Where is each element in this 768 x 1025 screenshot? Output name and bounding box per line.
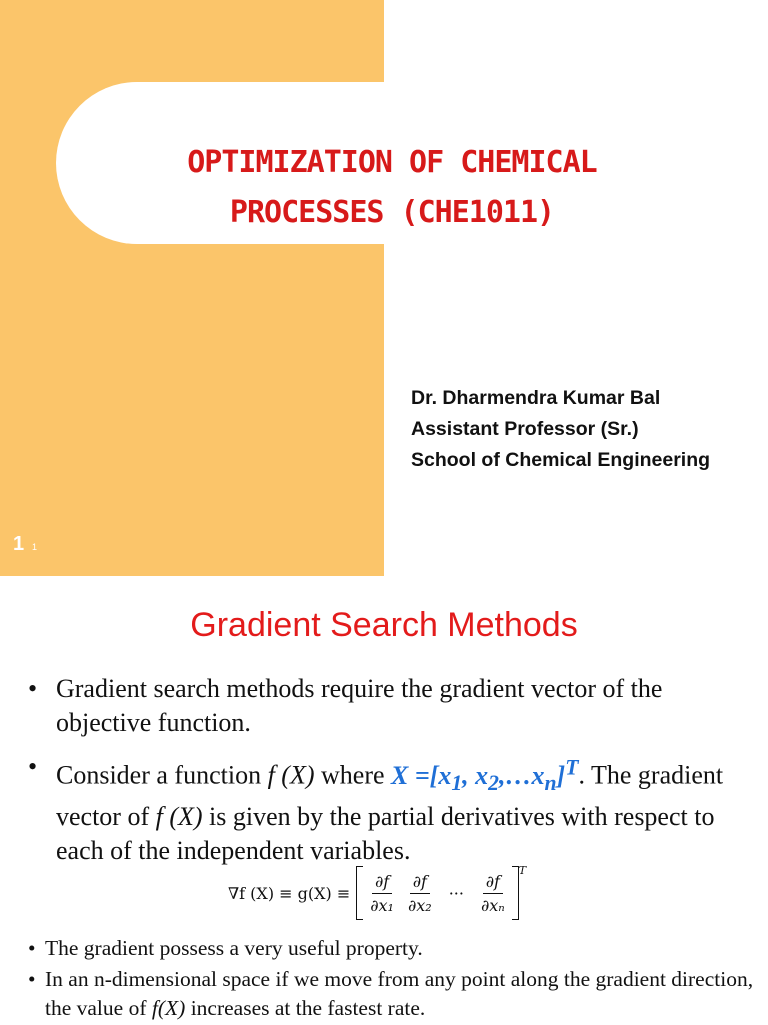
bullet-item xyxy=(28,750,758,868)
left-bracket xyxy=(356,866,363,920)
function-symbol: f (X) xyxy=(267,760,315,790)
bullet-icon: • xyxy=(28,936,36,960)
slide-number-small: 1 xyxy=(32,542,38,552)
author-school: School of Chemical Engineering xyxy=(411,449,711,471)
bullet-item xyxy=(28,934,758,963)
author-name: Dr. Dharmendra Kumar Bal xyxy=(411,387,661,409)
slide-title: Gradient Search Methods xyxy=(190,606,578,644)
transpose-superscript: T xyxy=(518,864,527,877)
vector-definition: $X =[x_1$, $x_2,\dots x_n]^T$ xyxy=(391,755,579,795)
right-bracket xyxy=(512,866,519,920)
fraction-numerator: ∂f xyxy=(372,872,392,894)
bullet-text: Consider a function xyxy=(56,760,268,790)
bullet-text: increases at the fastest rate. xyxy=(185,996,426,1020)
bullet-icon: • xyxy=(28,674,38,703)
function-symbol: f(X) xyxy=(151,996,186,1020)
bullet-text: is given by the partial derivatives with respect to each of the independent variables. xyxy=(56,801,715,865)
bullet-text: . The gradient vector of xyxy=(56,760,724,831)
course-title xyxy=(72,138,712,238)
fraction-numerator: ∂f xyxy=(410,872,430,894)
author-position: Assistant Professor (Sr.) xyxy=(411,418,639,440)
function-symbol: f (X) xyxy=(155,801,203,831)
partial-fraction xyxy=(408,872,432,915)
fraction-denominator: ∂xₙ xyxy=(480,895,505,915)
bullet-item xyxy=(28,965,758,1023)
bullet-icon: • xyxy=(28,967,36,991)
bullet-list xyxy=(28,672,758,878)
bullet-list-small xyxy=(28,934,758,1025)
course-title-line-1: OPTIMIZATION OF CHEMICAL xyxy=(187,145,597,180)
bullet-text: In an n-dimensional space if we move from any point along the gradient direction, the value of xyxy=(45,967,754,1020)
ellipsis: ··· xyxy=(448,883,464,903)
bullet-text: Gradient search methods require the gradient vector of the objective function. xyxy=(56,674,663,737)
author-block xyxy=(411,383,710,476)
gradient-formula xyxy=(228,862,526,924)
fraction-numerator: ∂f xyxy=(483,872,503,894)
slide-number: 1 xyxy=(13,533,25,555)
bullet-item xyxy=(28,672,758,740)
fraction-denominator: ∂x₂ xyxy=(407,895,432,915)
bullet-icon: • xyxy=(28,752,38,781)
bullet-text: The gradient possess a very useful property. xyxy=(45,936,423,960)
partial-fraction xyxy=(370,872,394,915)
partial-fraction xyxy=(481,872,505,915)
bullet-text: where xyxy=(314,760,392,790)
formula-lhs: ∇f (X) ≡ g(X) ≡ xyxy=(228,883,351,903)
course-title-line-2: PROCESSES (CHE1011) xyxy=(229,195,555,230)
content-slide xyxy=(0,576,768,1024)
fraction-denominator: ∂x₁ xyxy=(370,895,394,915)
